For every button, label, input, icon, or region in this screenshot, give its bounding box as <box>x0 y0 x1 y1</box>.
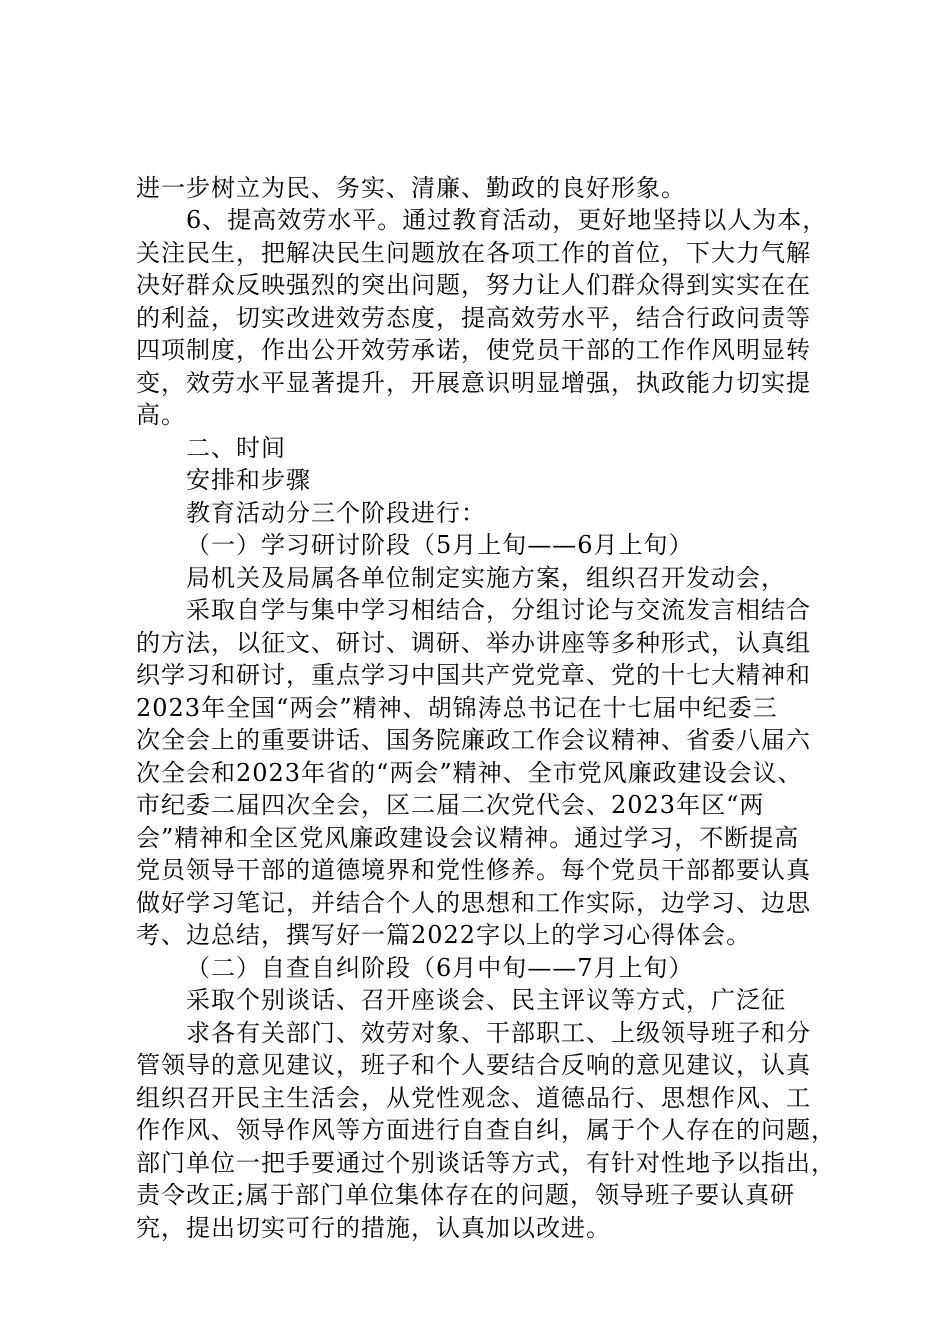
text-line-8: 高。 <box>136 401 186 429</box>
text-line-14: 采取自学与集中学习相结合，分组讨论与交流发言相结合 <box>186 596 811 624</box>
text-line-3: 关注民生，把解决民生问题放在各项工作的首位，下大力气解 <box>136 239 811 267</box>
text-line-4: 决好群众反映强烈的突出问题，努力让人们群众得到实实在在 <box>136 271 811 299</box>
text-line-28: 管领导的意见建议，班子和个人要结合反响的意见建议，认真 <box>136 1051 811 1079</box>
section-heading-2-cont: 安排和步骤 <box>186 466 311 494</box>
subsection-heading-2: （二）自查自纠阶段（6月中旬——7月上旬） <box>186 954 694 982</box>
text-line-11: 教育活动分三个阶段进行： <box>186 499 486 527</box>
text-line-30: 作作风、领导作风等方面进行自查自纠，属于个人存在的问题， <box>136 1116 836 1144</box>
text-line-6: 四项制度，作出公开效劳承诺，使党员干部的工作作风明显转 <box>136 336 811 364</box>
subsection-heading-1: （一）学习研讨阶段（5月上旬——6月上旬） <box>186 531 694 559</box>
text-line-20: 市纪委二届四次全会，区二届二次党代会、2023年区“两 <box>136 791 765 819</box>
text-line-16: 织学习和研讨，重点学习中国共产党党章、党的十七大精神和 <box>136 661 811 689</box>
text-line-17: 2023年全国“两会”精神、胡锦涛总书记在十七届中纪委三 <box>136 694 778 722</box>
text-line-31: 部门单位一把手要通过个别谈话等方式，有针对性地予以指出， <box>136 1149 836 1177</box>
text-line-22: 党员领导干部的道德境界和党性修养。每个党员干部都要认真 <box>136 856 811 884</box>
text-line-33: 究，提出切实可行的措施，认真加以改进。 <box>136 1214 611 1242</box>
text-line-7: 变，效劳水平显著提升，开展意识明显增强，执政能力切实提 <box>136 369 811 397</box>
text-line-2: 6、提高效劳水平。通过教育活动，更好地坚持以人为本， <box>186 206 828 234</box>
text-line-5: 的利益，切实改进效劳态度，提高效劳水平，结合行政问责等 <box>136 304 811 332</box>
text-line-18: 次全会上的重要讲话、国务院廉政工作会议精神、省委八届六 <box>136 726 811 754</box>
text-line-23: 做好学习笔记，并结合个人的思想和工作实际，边学习、边思 <box>136 889 811 917</box>
section-heading-2: 二、时间 <box>186 434 286 462</box>
text-line-24: 考、边总结，撰写好一篇2022字以上的学习心得体会。 <box>136 921 752 949</box>
text-line-27: 求各有关部门、效劳对象、干部职工、上级领导班子和分 <box>186 1019 811 1047</box>
text-line-19: 次全会和2023年省的“两会”精神、全市党风廉政建设会议、 <box>136 759 803 787</box>
text-line-21: 会”精神和全区党风廉政建设会议精神。通过学习，不断提高 <box>136 824 800 852</box>
text-line-26: 采取个别谈话、召开座谈会、民主评议等方式，广泛征 <box>186 986 786 1014</box>
text-line-15: 的方法，以征文、研讨、调研、举办讲座等多种形式，认真组 <box>136 629 811 657</box>
text-line-32: 责令改正;属于部门单位集体存在的问题，领导班子要认真研 <box>136 1181 796 1209</box>
text-line-1: 进一步树立为民、务实、清廉、勤政的良好形象。 <box>136 174 686 202</box>
text-line-29: 组织召开民主生活会，从党性观念、道德品行、思想作风、工 <box>136 1084 811 1112</box>
text-line-13: 局机关及局属各单位制定实施方案，组织召开发动会， <box>186 564 786 592</box>
